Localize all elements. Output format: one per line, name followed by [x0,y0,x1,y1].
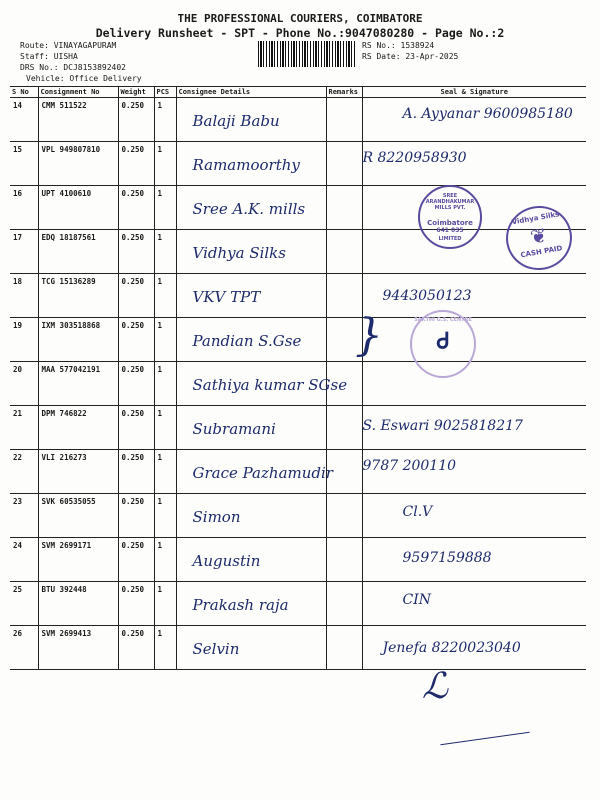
cell-sno: 23 [10,494,38,538]
col-consignee: Consignee Details [176,87,326,98]
cell-remarks [326,142,362,186]
consignee-handwriting: Balaji Babu [192,112,280,130]
barcode [258,41,356,67]
signature-handwriting: R 8220958930 [362,150,467,166]
cell-weight: 0.250 [118,582,154,626]
col-remarks: Remarks [326,87,362,98]
cell-weight: 0.250 [118,186,154,230]
table-row [10,318,586,362]
cell-consignment-no: VLI 216273 [38,450,118,494]
table-row [10,538,586,582]
rs-number: RS No.: 1538924 [362,41,435,50]
cell-consignee [176,450,333,494]
consignee-handwriting: Sathiya kumar SGse [192,376,348,394]
table-row [10,186,586,230]
signature-handwriting: Cl.V [402,504,433,520]
cell-pcs: 1 [154,494,176,538]
cell-signature [362,582,586,626]
cell-consignee [176,582,326,626]
underline-stroke [440,732,529,746]
cell-consignee [176,142,326,186]
cell-sno: 24 [10,538,38,582]
signature-handwriting: S. Eswari 9025818217 [362,418,523,434]
cell-sno: 19 [10,318,38,362]
table-header-row [10,87,586,98]
consignee-handwriting: Selvin [192,640,240,658]
cell-pcs: 1 [154,450,176,494]
silks-seal-top: Vidhya Silks [511,210,560,227]
cell-sno: 18 [10,274,38,318]
signature-handwriting: 9597159888 [402,550,492,566]
centre-seal-text: SAKTHI G.S. CENTRE [414,317,472,323]
silks-seal-bottom: CASH PAID [519,244,563,260]
cell-weight: 0.250 [118,626,154,670]
cell-weight: 0.250 [118,230,154,274]
col-consignment: Consignment No [38,87,118,98]
cell-pcs: 1 [154,318,176,362]
cell-signature [362,98,586,142]
mill-seal-top: SREE ARANDHAKUMAR MILLS PVT. [425,193,475,211]
mill-seal-bottom: LIMITED [438,236,462,242]
table-row [10,98,586,142]
cell-pcs: 1 [154,406,176,450]
col-weight: Weight [118,87,154,98]
cell-remarks [326,98,362,142]
cell-sno: 14 [10,98,38,142]
col-pcs: PCS [154,87,176,98]
cell-consignment-no: SVK 60535055 [38,494,118,538]
cell-sno: 25 [10,582,38,626]
cell-weight: 0.250 [118,450,154,494]
cell-signature [362,450,586,494]
cell-consignee [176,538,326,582]
cell-weight: 0.250 [118,538,154,582]
signature-handwriting: CIN [402,592,431,608]
cell-remarks [326,626,362,670]
cell-consignment-no: BTU 392448 [38,582,118,626]
drs-number: DRS No.: DCJ8153892402 [20,63,126,72]
cell-signature [362,142,586,186]
cell-consignment-no: SVM 2699171 [38,538,118,582]
cell-consignment-no: CMM 511522 [38,98,118,142]
cell-weight: 0.250 [118,98,154,142]
cell-sno: 22 [10,450,38,494]
cell-pcs: 1 [154,186,176,230]
cell-consignee [176,494,326,538]
company-title: THE PROFESSIONAL COURIERS, COIMBATORE [177,12,423,25]
centre-seal [410,310,476,378]
consignee-handwriting: Sree A.K. mills [192,200,306,218]
cell-remarks [326,186,362,230]
signature-handwriting: Jenefa 8220023040 [382,640,521,656]
table-row [10,274,586,318]
cell-consignee [176,230,326,274]
cell-pcs: 1 [154,538,176,582]
cell-pcs: 1 [154,142,176,186]
table-row [10,362,586,406]
page-initial-icon: ℒ [422,666,448,707]
scribble-signature-icon: Ꮷ [436,329,450,354]
cell-consignee [176,626,326,670]
table-row [10,230,586,274]
table-row [10,142,586,186]
cell-remarks [326,230,362,274]
cell-remarks [326,406,362,450]
cell-consignment-no: SVM 2699413 [38,626,118,670]
cell-weight: 0.250 [118,318,154,362]
cell-consignment-no: UPT 4100610 [38,186,118,230]
cell-weight: 0.250 [118,274,154,318]
cell-signature [362,626,586,670]
rs-date: RS Date: 23-Apr-2025 [362,52,459,61]
cell-sno: 21 [10,406,38,450]
signature-handwriting: 9443050123 [382,288,472,304]
cell-pcs: 1 [154,274,176,318]
cell-signature [362,538,586,582]
consignee-handwriting: Grace Pazhamudir [192,464,333,482]
cell-sno: 17 [10,230,38,274]
cell-consignment-no: TCG 15136289 [38,274,118,318]
consignee-handwriting: Augustin [192,552,261,570]
table-row [10,406,586,450]
consignee-handwriting: VKV TPT [192,288,261,306]
cell-consignee [176,274,326,318]
consignee-handwriting: Pandian S.Gse [192,332,302,350]
consignee-handwriting: Vidhya Silks [192,244,286,262]
runsheet-subtitle: Delivery Runsheet - SPT - Phone No.:9047080280 - Page No.:2 [95,26,505,40]
cell-sno: 15 [10,142,38,186]
cell-pcs: 1 [154,626,176,670]
consignee-handwriting: Ramamoorthy [192,156,300,174]
cell-consignee [176,318,326,362]
cell-weight: 0.250 [118,362,154,406]
mill-seal [418,185,482,249]
cell-weight: 0.250 [118,142,154,186]
cell-sno: 16 [10,186,38,230]
cell-pcs: 1 [154,98,176,142]
cell-pcs: 1 [154,582,176,626]
cell-signature [362,274,586,318]
table-row [10,582,586,626]
cell-pcs: 1 [154,362,176,406]
mill-seal-city: Coimbatore [427,219,473,227]
silks-logo-icon: ❦ [528,222,549,250]
cell-consignee [176,406,326,450]
table-row [10,494,586,538]
cell-consignment-no: IXM 303518868 [38,318,118,362]
col-signature: Seal & Signature [362,87,586,98]
cell-signature [362,494,586,538]
table-row [10,450,586,494]
consignee-handwriting: Prakash raja [192,596,289,614]
cell-consignee [176,362,348,406]
runsheet-table [10,86,586,670]
cell-weight: 0.250 [118,494,154,538]
cell-consignment-no: VPL 949807810 [38,142,118,186]
col-sno: S No [10,87,38,98]
cell-sno: 26 [10,626,38,670]
cell-signature [362,406,586,450]
cell-consignment-no: EDQ 18187561 [38,230,118,274]
signature-handwriting: 9787 200110 [362,458,457,474]
route-label: Route: VINAYAGAPURAM [20,41,117,50]
brace-mark-icon: } [355,310,383,361]
cell-weight: 0.250 [118,406,154,450]
cell-consignee [176,98,326,142]
cell-pcs: 1 [154,230,176,274]
signature-handwriting: A. Ayyanar 9600985180 [402,106,573,122]
table-row [10,626,586,670]
cell-remarks [326,494,362,538]
cell-remarks [326,582,362,626]
cell-consignee [176,186,326,230]
vehicle-label: Vehicle: Office Delivery [26,74,142,83]
cell-remarks [326,538,362,582]
cell-consignment-no: MAA 577042191 [38,362,118,406]
cell-consignment-no: DPM 746822 [38,406,118,450]
mill-seal-pin: 641 035 [436,227,464,234]
cell-sno: 20 [10,362,38,406]
staff-label: Staff: UISHA [20,52,78,61]
consignee-handwriting: Simon [192,508,241,526]
cell-signature [362,362,586,406]
consignee-handwriting: Subramani [192,420,276,438]
